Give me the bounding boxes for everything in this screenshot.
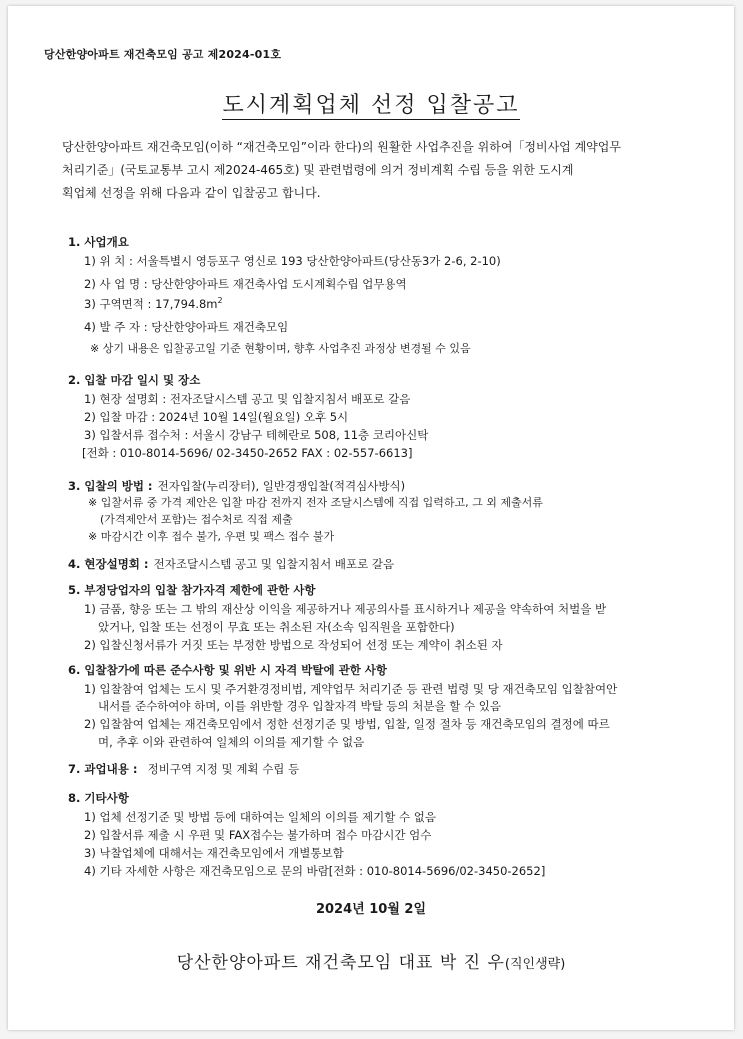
notice-page [8,6,734,1030]
section-4-value: 전자조달시스템 공고 및 입찰지침서 배포로 갈음 [153,557,395,571]
area-text: 3) 구역면적 : 17,794.8m [84,297,218,311]
signature-main: 당산한양아파트 재건축모임 대표 박 진 우 [176,953,505,973]
section-8-heading: 8. 기타사항 [68,791,129,805]
section-5-item: 1) 금품, 향응 또는 그 밖의 재산상 이익을 제공하거나 제공의사를 표시하거나 제공을 약속하여 처벌을 받 [84,602,607,616]
section-6-item-cont: 내서를 준수하여야 하며, 이를 위반할 경우 입찰자격 박탈 등의 처분을 할 수 있음 [98,699,502,713]
section-2-contact: [전화 : 010-8014-5696/ 02-3450-2652 FAX : 02-557-6613] [82,446,413,460]
section-3-value: 전자입찰(누리장터), 일반경쟁입찰(적격심사방식) [157,479,406,493]
section-8-item: 3) 낙찰업체에 대해서는 재건축모임에서 개별통보함 [84,846,344,860]
section-1-item: 1) 위 치 : 서울특별시 영등포구 영신로 193 당산한양아파트(당산동3가 2-6, 2-10) [84,254,501,268]
intro-paragraph [62,136,712,205]
section-6-item: 1) 입찰참여 업체는 도시 및 주거환경정비법, 계약업무 처리기준 등 관련 법령 및 당 재건축모임 입찰참여안 [84,682,618,696]
section-5-item-cont: 았거나, 입찰 또는 선정이 무효 또는 취소된 자(소속 임직원을 포함한다) [98,620,455,634]
section-8-item: 4) 기타 자세한 사항은 재건축모임으로 문의 바람[전화 : 010-8014-5696/02-3450-2652] [84,864,546,878]
intro-line: 처리기준」(국토교통부 고시 제2024-465호) 및 관련법령에 의거 정비계획 수립 등을 위한 도시계 [62,163,574,177]
document-title [8,88,734,119]
section-7-value: 정비구역 지정 및 계획 수립 등 [147,762,300,776]
section-3-note: ※ 입찰서류 중 가격 제안은 입찰 마감 전까지 전자 조달시스템에 직접 입력하고, 그 외 제출서류 [88,496,543,509]
title-text: 도시계획업체 선정 입찰공고 [222,93,520,118]
section-2-item: 1) 현장 설명회 : 전자조달시스템 공고 및 입찰지침서 배포로 갈음 [84,392,411,406]
area-unit-superscript: 2 [217,296,223,306]
section-5-item: 2) 입찰신청서류가 거짓 또는 부정한 방법으로 작성되어 선정 또는 계약이 취소된 자 [84,638,503,652]
section-1-item-area [84,296,223,312]
section-1-heading: 1. 사업개요 [68,235,129,249]
section-3-heading [68,475,405,494]
notice-date: 2024년 10월 2일 [315,902,427,917]
section-4-title: 4. 현장설명회 : [68,557,149,571]
signature-line [8,948,734,973]
section-3-note: ※ 마감시간 이후 접수 불가, 우편 및 팩스 접수 불가 [88,530,335,543]
intro-line: 당산한양아파트 재건축모임(이하 “재건축모임”이라 한다)의 원활한 사업추진을 위하여「정비사업 계약업무 [62,140,621,154]
section-6-item-cont: 며, 추후 이와 관련하여 일체의 이의를 제기할 수 없음 [98,735,365,749]
section-2-item: 2) 입찰 마감 : 2024년 10월 14일(월요일) 오후 5시 [84,410,349,424]
section-7-title: 7. 과업내용 : [68,762,138,776]
signature-seal-note: (직인생략) [504,957,566,972]
section-6-heading: 6. 입찰참가에 따른 준수사항 및 위반 시 자격 박탈에 관한 사항 [68,663,388,677]
section-8-item: 1) 업체 선정기준 및 방법 등에 대하여는 일체의 이의를 제기할 수 없음 [84,810,436,824]
intro-line: 획업체 선정을 위해 다음과 같이 입찰공고 합니다. [62,186,321,200]
section-7-heading [68,758,299,777]
section-4-heading [68,553,394,572]
section-2-item: 3) 입찰서류 접수처 : 서울시 강남구 테헤란로 508, 11층 코리아신탁 [84,428,429,442]
section-1-note: ※ 상기 내용은 입찰공고일 기준 현황이며, 향후 사업추진 과정상 변경될 수 있음 [90,342,471,355]
section-1-item: 2) 사 업 명 : 당산한양아파트 재건축사업 도시계획수립 업무용역 [84,277,407,291]
section-8-item: 2) 입찰서류 제출 시 우편 및 FAX접수는 불가하며 접수 마감시간 엄수 [84,828,432,842]
section-3-title: 3. 입찰의 방법 : [68,479,153,493]
section-6-item: 2) 입찰참여 업체는 재건축모임에서 정한 선정기준 및 방법, 입찰, 일정 절차 등 재건축모임의 결정에 따르 [84,717,610,731]
section-3-note: (가격제안서 포함)는 접수처로 직접 제출 [100,513,293,526]
section-5-heading: 5. 부정당업자의 입찰 참가자격 제한에 관한 사항 [68,583,316,597]
section-1-item: 4) 발 주 자 : 당산한양아파트 재건축모임 [84,320,289,334]
notice-number: 당산한양아파트 재건축모임 공고 제2024-01호 [44,48,282,61]
section-2-heading: 2. 입찰 마감 일시 및 장소 [68,373,201,387]
